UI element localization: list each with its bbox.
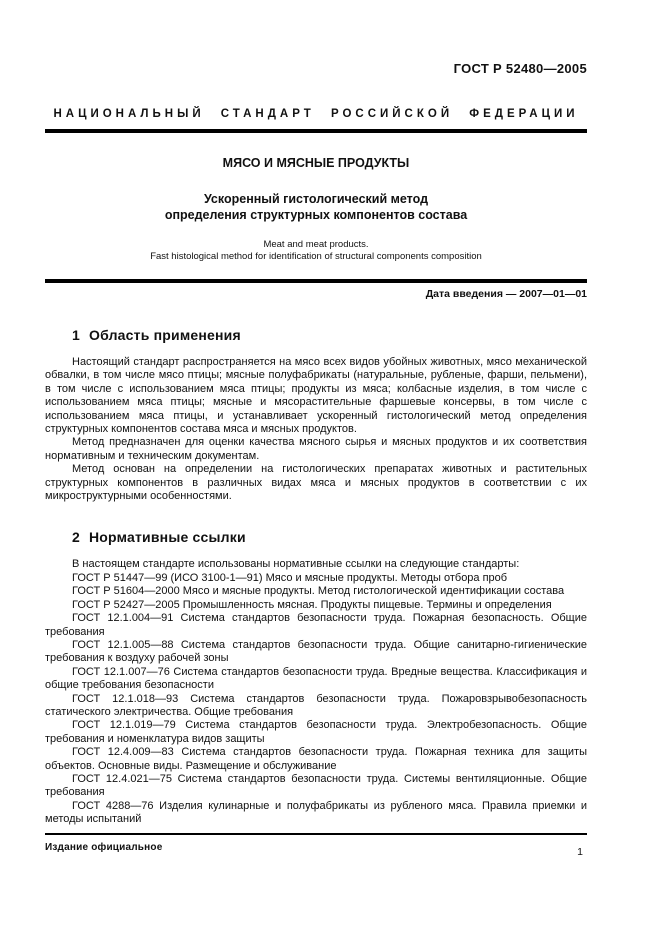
reference-item: ГОСТ 12.1.004—91 Система стандартов безопасности труда. Пожарная безопасность. Общие требования [45,612,587,638]
reference-item: ГОСТ Р 51604—2000 Мясо и мясные продукты. Метод гистологической идентификации состава [72,585,565,598]
reference-item: ГОСТ 12.1.007—76 Система стандартов безопасности труда. Вредные вещества. Классификация и общие требования безопасности [45,665,587,692]
section-1-heading [72,327,587,344]
reference-item: ГОСТ 12.1.019—79 Система стандартов безопасности труда. Электробезопасность. Общие требования и номенклатура видов защиты [45,719,587,745]
reference-item: ГОСТ 4288—76 Изделия кулинарные и полуфабрикаты из рубленого мяса. Правила приемки и методы испытаний [45,799,587,826]
page-number: 1 [577,846,583,858]
effective-date: Дата введения — 2007—01—01 [425,288,587,300]
title-en-line-1: Meat and meat products. [263,239,369,250]
section-1-title: Область применения [89,327,241,343]
document-title-en [45,239,587,263]
reference-item: ГОСТ Р 52427—2005 Промышленность мясная. Продукты пищевые. Термины и определения [72,598,552,611]
title-en-line-2: Fast histological method for identification of structural components composition [150,251,482,262]
footer-rule [45,833,587,835]
section-2-title: Нормативные ссылки [89,529,246,546]
reference-item: ГОСТ 12.4.009—83 Система стандартов безопасности труда. Пожарная техника для защиты объектов. Основные виды. Размещение и обслуживание [45,746,587,772]
document-title-ru: МЯСО И МЯСНЫЕ ПРОДУКТЫ [222,156,410,170]
header-rule [45,129,587,133]
standard-type-banner: НАЦИОНАЛЬНЫЙ СТАНДАРТ РОССИЙСКОЙ ФЕДЕРАЦИИ [53,108,579,120]
doc-code: ГОСТ Р 52480—2005 [453,61,587,76]
section-1-number: 1 [72,327,80,343]
section-2-number: 2 [72,529,80,546]
subtitle-line-2: определения структурных компонентов состава [164,207,468,222]
date-rule [45,279,587,283]
paragraph: Метод предназначен для оценки качества мясного сырья и мясных продуктов и их соответствия нормативным и техническим документам. [45,436,587,462]
section-2-intro: В настоящем стандарте использованы нормативные ссылки на следующие стандарты: [72,558,520,571]
section-2-heading [72,529,587,546]
reference-item: ГОСТ 12.1.005—88 Система стандартов безопасности труда. Общие санитарно-гигиенические требования к воздуху рабочей зоны [45,638,587,665]
reference-item: ГОСТ 12.1.018—93 Система стандартов безопасности труда. Пожаровзрывобезопасность статического электричества. Общие требования [45,692,587,718]
paragraph: Метод основан на определении на гистологических препаратах животных и растительных структурных компонентов в различных видах мяса и мясных продуктов в соответствии с их микроструктурными особенностями. [45,463,587,503]
subtitle-line-1: Ускоренный гистологический метод [203,192,429,206]
document-subtitle-ru [45,192,587,223]
reference-item: ГОСТ 12.4.021—75 Система стандартов безопасности труда. Системы вентиляционные. Общие требования [45,772,587,799]
edition-note: Издание официальное [45,841,163,853]
paragraph: Настоящий стандарт распространяется на мясо всех видов убойных животных, мясо механической обвалки, в том числе мясо птицы; мясные полуфабрикаты (натуральные, рубленые, фарши, пельмени), в том числе с использованием мяса птицы; продукты из мяса; колбасные изделия, в том числе с использованием мяса птицы; мясные и мясорастительные фаршевые консервы, в том числе с использованием мяса птицы, и устанавливает ускоренный гистологический метод определения структурных компонентов состава мяса и мясных продуктов. [45,356,587,436]
reference-item: ГОСТ Р 51447—99 (ИСО 3100-1—91) Мясо и мясные продукты. Методы отбора проб [72,571,508,584]
